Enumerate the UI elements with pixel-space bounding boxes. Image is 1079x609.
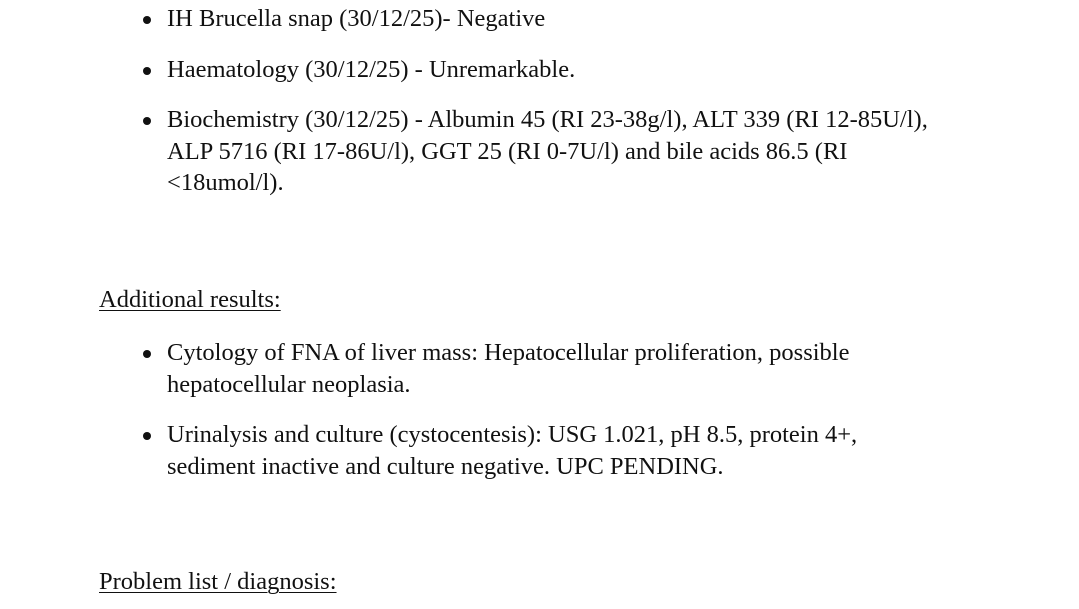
result-text-brucella: IH Brucella snap (30/12/25)- Negative <box>167 5 546 32</box>
list-item <box>0 419 947 483</box>
list-item <box>0 54 947 104</box>
result-text-haematology: Haematology (30/12/25) - Unremarkable. <box>167 56 576 83</box>
bullet-icon <box>143 67 151 75</box>
list-item <box>0 104 947 200</box>
list-item <box>0 3 947 54</box>
bullet-icon <box>143 117 151 125</box>
additional-results-list <box>0 337 1079 483</box>
problem-list-heading: Problem list / diagnosis: <box>99 568 337 595</box>
bullet-icon <box>143 350 151 358</box>
bullet-icon <box>143 432 151 440</box>
result-text-urinalysis: Urinalysis and culture (cystocentesis): USG 1.021, pH 8.5, protein 4+, sediment inactive and culture negative. UPC PENDING. <box>167 421 858 480</box>
bullet-icon <box>143 16 151 24</box>
additional-results-heading: Additional results: <box>99 286 281 313</box>
result-text-cytology: Cytology of FNA of liver mass: Hepatocellular proliferation, possible hepatocellular neoplasia. <box>167 339 850 398</box>
initial-results-list <box>0 3 1079 200</box>
list-item <box>0 337 947 419</box>
result-text-biochemistry: Biochemistry (30/12/25) - Albumin 45 (RI 23-38g/l), ALT 339 (RI 12-85U/l), ALP 5716 (RI 17-86U/l), GGT 25 (RI 0-7U/l) and bile acids 86.5 (RI <18umol/l). <box>167 106 928 196</box>
